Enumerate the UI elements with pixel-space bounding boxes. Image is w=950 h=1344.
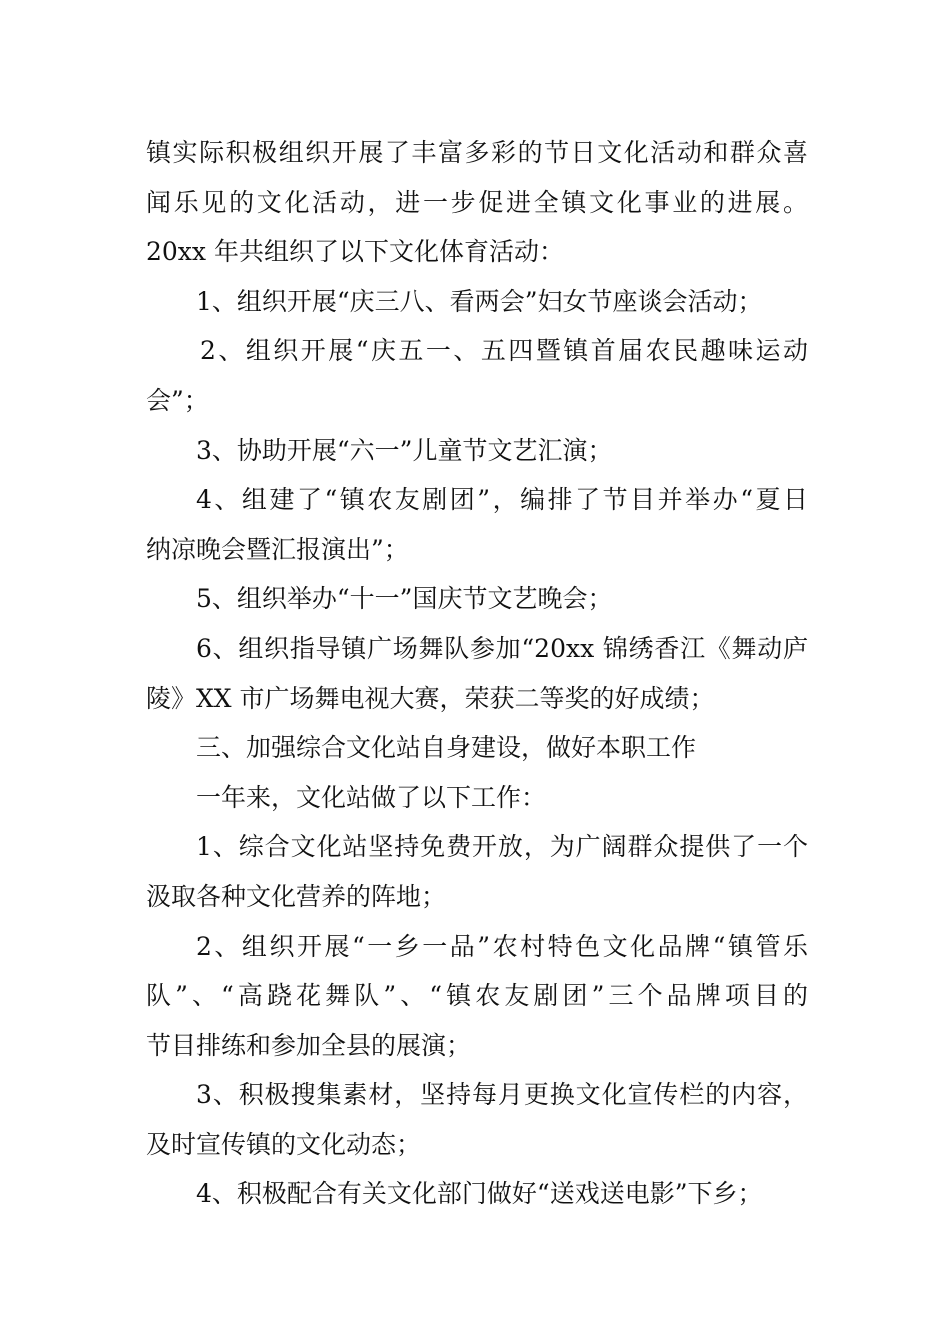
list-item-line: 及时宣传镇的文化动态； [146, 1129, 422, 1159]
list-item-line: 陵》XX 市广场舞电视大赛，荣获二等奖的好成绩； [146, 683, 715, 713]
list-item-line: 汲取各种文化营养的阵地； [146, 881, 447, 911]
list-item-line: 节目排练和参加全县的展演； [146, 1030, 472, 1060]
list-item-line: 1、综合文化站坚持免费开放，为广阔群众提供了一个 [196, 832, 808, 862]
list-item-line: 纳凉晚会暨汇报演出”； [146, 534, 409, 564]
paragraph-line: 闻乐见的文化活动，进一步促进全镇文化事业的进展。 [146, 187, 808, 217]
list-item-line: 4、积极配合有关文化部门做好“送戏送电影”下乡； [196, 1179, 763, 1209]
list-item-line: 1、组织开展“庆三八、看两会”妇女节座谈会活动； [196, 286, 763, 316]
list-item-line: 会”； [146, 385, 209, 415]
paragraph-line: 20xx 年共组织了以下文化体育活动： [146, 237, 564, 267]
list-item-line: 2、组织开展“庆五一、五四暨镇首届农民趣味运动 [200, 336, 808, 366]
paragraph-line: 镇实际积极组织开展了丰富多彩的节日文化活动和群众喜 [146, 138, 808, 167]
list-item-line: 3、协助开展“六一”儿童节文艺汇演； [196, 435, 613, 465]
list-item-line: 4、组建了“镇农友剧团”，编排了节目并举办“夏日 [196, 485, 808, 515]
list-item-line: 3、积极搜集素材，坚持每月更换文化宣传栏的内容， [196, 1080, 808, 1110]
list-item-line: 6、组织指导镇广场舞队参加“20xx 锦绣香江《舞动庐 [196, 633, 808, 663]
document-body [146, 128, 808, 1219]
list-item-line: 5、组织举办“十一”国庆节文艺晚会； [196, 584, 613, 614]
section-heading: 三、加强综合文化站自身建设，做好本职工作 [196, 733, 697, 763]
list-item-line: 2、组织开展“一乡一品”农村特色文化品牌“镇管乐 [196, 931, 808, 961]
paragraph-line: 一年来，文化站做了以下工作： [196, 782, 547, 812]
list-item-line: 队”、“高跷花舞队”、“镇农友剧团”三个品牌项目的 [146, 981, 808, 1011]
